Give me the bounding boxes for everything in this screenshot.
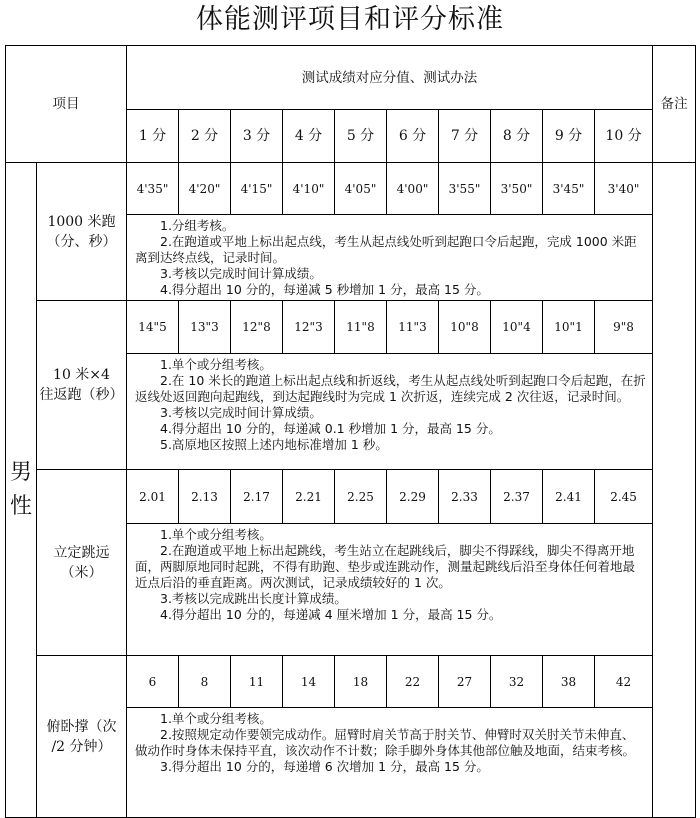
method-step: 2.在 10 米长的跑道上标出起点线和折返线，考生从起点线处听到起跑口令后起跑，在折返线处返回跑向起跑线，到达起跑线时为完成 1 次折返，连续完成 2 次往返，记录时间。 [135,373,646,404]
value-cell: 11"3 [387,301,439,354]
score-header: 3 分 [231,110,283,163]
value-cell: 11 [231,656,283,708]
method-text-long-jump [127,524,653,656]
value-cell: 13"3 [179,301,231,354]
score-header: 2 分 [179,110,231,163]
value-cell: 4'10" [283,163,335,215]
value-cell: 2.45 [595,470,653,524]
method-step: 3.考核以完成时间计算成绩。 [160,266,322,281]
value-cell: 4'20" [179,163,231,215]
event-name-push-ups [37,656,127,818]
score-header: 6 分 [387,110,439,163]
value-cell: 18 [335,656,387,708]
value-cell: 10"4 [491,301,543,354]
event-name-line: 往返跑（秒） [39,387,124,403]
value-cell: 12"8 [231,301,283,354]
event-name-line: 1000 米跑 [47,213,116,230]
method-step: 1.单个或分组考核。 [160,711,272,726]
method-step: 3.得分超出 10 分的，每递增 6 次增加 1 分，最高 15 分。 [160,759,489,774]
value-cell: 2.37 [491,470,543,524]
event-name-long-jump [37,470,127,656]
event-name-line: 立定跳远 [53,544,110,561]
value-cell: 22 [387,656,439,708]
method-step: 2.在跑道或平地上标出起跳线，考生站立在起跳线后，脚尖不得踩线，脚尖不得离开地面，两脚原地同时起跳，不得有助跑、垫步或连跳动作，测量起跳线后沿至身体任何着地最近点后沿的垂直距离。两次测试，记录成绩较好的 1 次。 [135,543,636,590]
score-header: 7 分 [439,110,491,163]
value-cell: 10"1 [543,301,595,354]
gender-cell [6,163,37,818]
header-remark: 备注 [653,46,696,163]
remark-cell [653,163,696,818]
scoring-table [5,45,696,818]
value-cell: 38 [543,656,595,708]
gender-char: 男 [9,460,32,485]
method-text-shuttle-run [127,354,653,470]
event-name-1000m [37,163,127,301]
value-cell: 2.17 [231,470,283,524]
value-cell: 32 [491,656,543,708]
value-cell: 12"3 [283,301,335,354]
value-cell: 9"8 [595,301,653,354]
score-header: 8 分 [491,110,543,163]
method-step: 4.得分超出 10 分的，每递减 0.1 秒增加 1 分，最高 15 分。 [160,421,501,436]
method-step: 2.在跑道或平地上标出起点线，考生从起点线处听到起跑口令后起跑，完成 1000 米距离到达终点线，记录时间。 [135,234,637,265]
value-cell: 14"5 [127,301,179,354]
score-header: 10 分 [595,110,653,163]
header-item: 项目 [6,46,127,163]
value-cell: 2.13 [179,470,231,524]
value-cell: 6 [127,656,179,708]
value-cell: 10"8 [439,301,491,354]
method-step: 4.得分超出 10 分的，每递减 4 厘米增加 1 分，最高 15 分。 [160,607,502,622]
value-cell: 4'15" [231,163,283,215]
value-cell: 3'50" [491,163,543,215]
score-header: 5 分 [335,110,387,163]
value-cell: 2.41 [543,470,595,524]
value-cell: 2.25 [335,470,387,524]
value-cell: 8 [179,656,231,708]
method-step: 3.考核以完成跳出长度计算成绩。 [160,591,347,606]
method-step: 2.按照规定动作要领完成动作。屈臂时肩关节高于肘关节、伸臂时双关肘关节未伸直、做动作时身体未保持平直，该次动作不计数；除手脚外身体其他部位触及地面，结束考核。 [135,727,636,758]
value-cell: 2.21 [283,470,335,524]
value-cell: 27 [439,656,491,708]
value-cell: 3'45" [543,163,595,215]
value-cell: 14 [283,656,335,708]
method-step: 1.单个或分组考核。 [160,357,272,372]
value-cell: 11"8 [335,301,387,354]
value-cell: 2.29 [387,470,439,524]
page-title: 体能测评项目和评分标准 [196,4,504,35]
method-step: 1.单个或分组考核。 [160,527,272,542]
event-name-line: 俯卧撑（次 [46,718,117,735]
method-text-push-ups [127,708,653,818]
header-scoring: 测试成绩对应分值、测试办法 [127,46,653,110]
method-text-1000m [127,215,653,301]
value-cell: 2.01 [127,470,179,524]
value-cell: 2.33 [439,470,491,524]
value-cell: 42 [595,656,653,708]
score-header: 9 分 [543,110,595,163]
event-name-line: （分、秒） [46,233,117,250]
score-header: 1 分 [127,110,179,163]
value-cell: 4'00" [387,163,439,215]
value-cell: 3'40" [595,163,653,215]
score-header: 4 分 [283,110,335,163]
method-step: 3.考核以完成时间计算成绩。 [160,405,322,420]
method-step: 4.得分超出 10 分的，每递减 5 秒增加 1 分，最高 15 分。 [160,282,489,297]
method-step: 1.分组考核。 [160,218,235,233]
value-cell: 4'35" [127,163,179,215]
event-name-shuttle-run [37,301,127,470]
method-step: 5.高原地区按照上述内地标准增加 1 秒。 [160,437,388,452]
value-cell: 3'55" [439,163,491,215]
gender-char: 性 [9,494,32,519]
value-cell: 4'05" [335,163,387,215]
event-name-line: （米） [60,564,103,581]
event-name-line: /2 分钟） [51,738,112,755]
event-name-line: 10 米×4 [53,367,110,383]
